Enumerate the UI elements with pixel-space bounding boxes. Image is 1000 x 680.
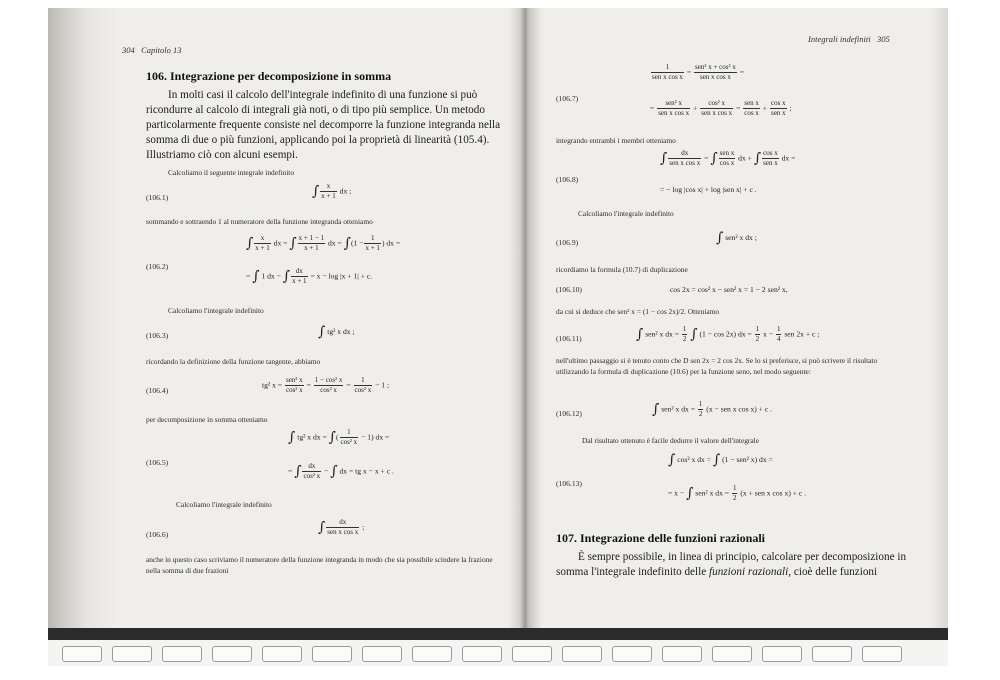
scanner-tab (212, 646, 252, 662)
equation-label: (106.8) (556, 175, 579, 184)
outro-paragraph: È sempre possibile, in linea di principio, calcolare per decomposizione in somma l'integrale indefinito delle funzioni razionali, cioè delle funzioni (556, 551, 907, 578)
running-title: Integrali indefiniti (808, 34, 871, 44)
equation-label: (106.3) (146, 331, 169, 340)
scanner-tab (62, 646, 102, 662)
equation-label: (106.13) (556, 479, 582, 488)
equation-106-2-line2: = ∫ 1 dx − ∫ $\frac{dx}{x + 1}$ = x − log |x + 1| + c. (246, 267, 373, 285)
paragraph: Dal risultato ottenuto è facile dedurre il valore dell'integrale (582, 436, 759, 445)
scanner-tab (612, 646, 652, 662)
page-number: 305 (876, 34, 890, 44)
equation-label: (106.6) (146, 530, 169, 539)
equation-106-5-line1: ∫ tg² x dx = ∫( $\frac{1}{\text{cos² x}}$ − 1) dx = (288, 428, 390, 446)
equation-106-8-line1: ∫ $\frac{dx}{\text{sen x cos x}}$ = ∫ $\frac{\text{sen x}}{\text{cos x}}$ dx + ∫ $\frac{\text{cos x}}{\text{sen x}}$ dx = (660, 149, 796, 167)
page-number: 304 (122, 45, 135, 55)
equation-106-3: ∫ tg² x dx ; (318, 324, 355, 340)
equation-label: (106.12) (556, 409, 582, 418)
equation-label: (106.5) (146, 458, 169, 467)
equation-label: (106.10) (556, 285, 582, 294)
scanner-tab (712, 646, 752, 662)
paragraph: Calcoliamo l'integrale indefinito (578, 209, 674, 218)
equation-label: (106.1) (146, 193, 169, 202)
right-page-header (808, 34, 890, 44)
paragraph: ricordando la definizione della funzione tangente, abbiamo (146, 357, 321, 366)
equation-106-13-line2: = x − ∫ sen² x dx = $\frac{1}{2}$ (x + sen x cos x) + c . (668, 484, 807, 502)
scan-margin (0, 0, 48, 680)
scanner-tab (362, 646, 402, 662)
equation-106-2-line1: ∫ $\frac{x}{x + 1}$ dx = ∫ $\frac{x + 1 - 1}{x + 1}$ dx = ∫(1 − $\frac{1}{x + 1}$ ) dx = (246, 234, 401, 252)
equation-106-9: ∫ sen² x dx ; (716, 230, 757, 246)
scanner-tab (412, 646, 452, 662)
paragraph: per decomposizione in somma otteniamo (146, 415, 268, 424)
scanner-tab (262, 646, 302, 662)
scanner-tab (812, 646, 852, 662)
integral-sign: ∫ (312, 183, 320, 200)
scanner-tab (662, 646, 702, 662)
section-title: 106. Integrazione per decomposizione in somma (146, 69, 392, 83)
equation-106-13-line1: ∫ cos² x dx = ∫ (1 − sen² x) dx = (668, 452, 773, 468)
paragraph: integrando entrambi i membri otteniamo (556, 136, 676, 145)
center-gutter-shadow (508, 8, 542, 648)
equation-106-8-line2: = − log |cos x| + log |sen x| + c . (660, 185, 757, 194)
chapter-title: Capitolo 13 (141, 45, 182, 55)
equation-label: (106.11) (556, 334, 582, 343)
scanner-bottom-bar (48, 628, 948, 640)
paragraph: Calcoliamo l'integrale indefinito (168, 306, 264, 315)
scanner-tab (312, 646, 352, 662)
equation-106-7-line1: $\frac{1}{\text{sen x cos x}}$ = $\frac{\text{sen² x + cos² x}}{\text{sen x cos x}}$ = (652, 63, 745, 81)
scanner-tab (512, 646, 552, 662)
scanner-tab (862, 646, 902, 662)
equation-106-7-line2: = $\frac{\text{sen² x}}{\text{sen x cos x}}$ + $\frac{\text{cos² x}}{\text{sen x cos x}}$ = $\frac{\text{sen x}}{\text{cos x}}$ + $\frac{\text{cos x}}{\text{sen x}}$ ; (650, 99, 792, 117)
equation-106-1: ∫ $\frac{x}{x + 1}$ dx ; (312, 182, 352, 200)
section-title: 107. Integrazione delle funzioni razionali (556, 531, 765, 545)
equation-106-5-line2: = ∫ $\frac{dx}{\text{cos² x}}$ − ∫ dx = tg x − x + c . (288, 462, 394, 480)
equation-label: (106.7) (556, 94, 579, 103)
paragraph: Calcoliamo il seguente integrale indefinito (168, 168, 295, 177)
equation-106-11: ∫ sen² x dx = $\frac{1}{2}$ ∫ (1 − cos 2x) dx = $\frac{1}{2}$ x − $\frac{1}{4}$ sen 2x + c ; (636, 325, 820, 343)
equation-106-12: ∫ sen² x dx = $\frac{1}{2}$ (x − sen x cos x) + c . (652, 400, 773, 418)
right-page-edge (930, 8, 948, 648)
left-binding-shadow (48, 8, 118, 648)
paragraph: sommando e sottraendo 1 al numeratore della funzione integranda otteniamo (146, 217, 373, 226)
intro-paragraph: In molti casi il calcolo dell'integrale indefinito di una funzione si può ricondurre al calcolo di integrali già noti, o di tipo più semplice. Un metodo particolarmente frequente consiste nel decomporre la funzione integranda nella somma di due o più funzioni, applicando poi la proprietà di linearità (105.4). Illustriamo ciò con alcuni esempi. (146, 89, 501, 161)
scanner-tab (562, 646, 602, 662)
paragraph: nell'ultimo passaggio si è tenuto conto che D sen 2x = 2 cos 2x. Se lo si preferisce, si può scrivere il risultato utilizzando la formula di duplicazione (10.6) per la funzione seno, nel modo seguente: (556, 356, 878, 376)
equation-106-10: cos 2x = cos² x − sen² x = 1 − 2 sen² x, (670, 285, 788, 294)
equation-106-4: tg² x = $\frac{\text{sen² x}}{\text{cos² x}}$ = $\frac{\text{1 − cos² x}}{\text{cos² x}}$ = $\frac{1}{\text{cos² x}}$ − 1 ; (262, 376, 390, 394)
left-page-header (122, 45, 182, 55)
equation-label: (106.4) (146, 386, 169, 395)
paragraph: anche in questo caso scriviamo il numeratore della funzione integranda in modo che sia possibile scindere la frazione nella somma di due frazioni (146, 555, 493, 575)
paragraph: da cui si deduce che sen² x = (1 − cos 2x)/2. Otteniamo (556, 307, 720, 316)
paragraph: ricordiamo la formula (10.7) di duplicazione (556, 265, 688, 274)
scanner-tab (762, 646, 802, 662)
scanner-tab (462, 646, 502, 662)
equation-label: (106.9) (556, 238, 579, 247)
equation-106-6: ∫ $\frac{dx}{\text{sen x cos x}}$ ; (318, 518, 365, 536)
fraction: $\frac{x}{x + 1}$ (321, 182, 336, 200)
paragraph: Calcoliamo l'integrale indefinito (176, 500, 272, 509)
scanner-tab (112, 646, 152, 662)
scanner-tab (162, 646, 202, 662)
equation-label: (106.2) (146, 262, 169, 271)
